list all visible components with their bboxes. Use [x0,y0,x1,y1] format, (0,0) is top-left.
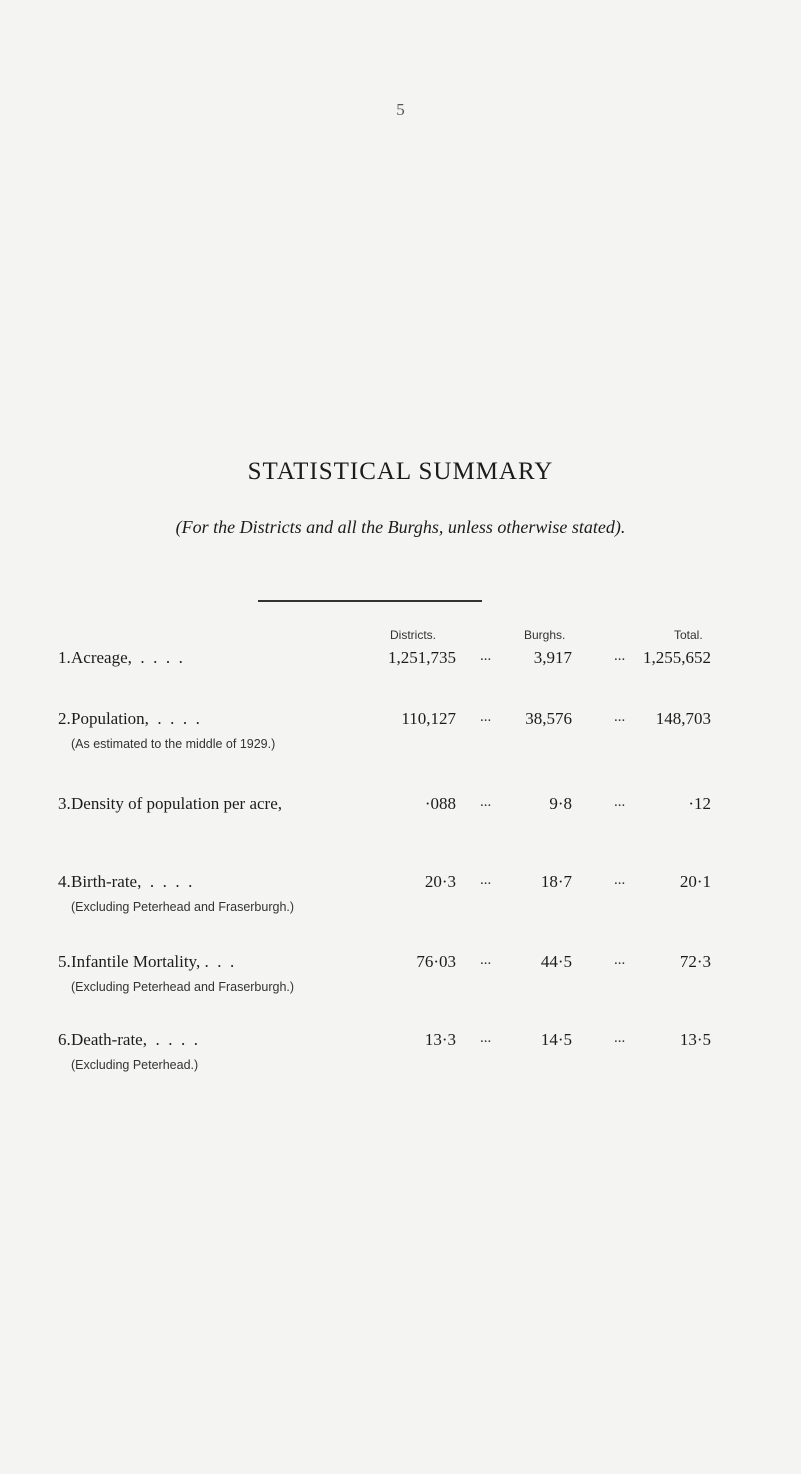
leader-dots: ... [480,794,492,810]
row-number: 4. [58,872,71,891]
row-label: Birth-rate, . . . . [71,872,193,891]
column-header-burghs: Burghs. [524,628,566,642]
districts-value: 13·3 [424,1030,456,1049]
row-number: 6. [58,1030,71,1049]
districts-value: 1,251,735 [388,648,456,667]
leader-dots: ... [614,952,626,968]
row-number: 2. [58,709,71,728]
burghs-value: 44·5 [540,952,572,971]
total-value: 1,255,652 [643,648,711,667]
leader-dots: ... [480,1030,492,1046]
column-header-total: Total. [674,628,703,642]
burghs-value: 3,917 [533,648,572,667]
total-value: 148,703 [655,709,711,728]
row-number: 1. [58,648,71,667]
leader-dots: ... [614,872,626,888]
leader-dots: ... [614,1030,626,1046]
burghs-value: 38,576 [525,709,572,728]
page-subtitle: (For the Districts and all the Burghs, unless otherwise stated). [175,517,626,537]
total-value: ·12 [688,794,711,813]
row-note: (Excluding Peterhead and Fraserburgh.) [71,900,295,914]
leader-dots: ... [480,872,492,888]
row-label: Density of population per acre, [71,794,283,813]
page-number: 5 [396,100,405,119]
leader-dots: ... [614,794,626,810]
burghs-value: 14·5 [540,1030,572,1049]
burghs-value: 18·7 [540,872,572,891]
leader-dots: ... [480,709,492,725]
total-value: 20·1 [679,872,711,891]
row-label: Population, . . . . [71,709,200,728]
districts-value: 20·3 [424,872,456,891]
row-note: (Excluding Peterhead.) [71,1058,199,1072]
row-number: 5. [58,952,71,971]
districts-value: ·088 [424,794,456,813]
row-label: Infantile Mortality, . . . [71,952,235,971]
districts-value: 110,127 [401,709,456,728]
total-value: 72·3 [679,952,711,971]
row-label: Acreage, . . . . [71,648,183,667]
row-number: 3. [58,794,71,813]
row-note: (As estimated to the middle of 1929.) [71,737,276,751]
leader-dots: ... [480,648,492,664]
districts-value: 76·03 [416,952,456,971]
divider-rule [258,600,482,602]
row-note: (Excluding Peterhead and Fraserburgh.) [71,980,295,994]
row-label: Death-rate, . . . . [71,1030,198,1049]
page-title: STATISTICAL SUMMARY [247,458,554,485]
leader-dots: ... [614,709,626,725]
leader-dots: ... [480,952,492,968]
column-header-districts: Districts. [390,628,436,642]
burghs-value: 9·8 [549,794,572,813]
total-value: 13·5 [679,1030,711,1049]
leader-dots: ... [614,648,626,664]
